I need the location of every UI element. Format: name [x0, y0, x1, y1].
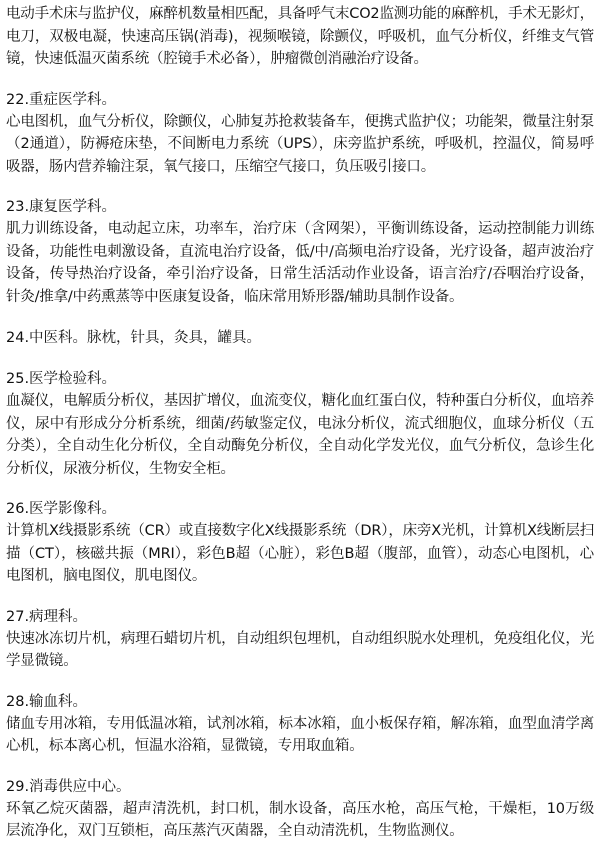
section-body: 血凝仪，电解质分析仪，基因扩增仪，血流变仪，糖化血红蛋白仪，特种蛋白分析仪，血培养仪，尿中有形成分分析系统，细菌/药敏鉴定仪，电泳分析仪，流式细胞仪，血球分析仪（五分类），全自动生化分析仪，全自动酶免分析仪，全自动化学发光仪，血气分析仪，急诊生化分析仪，尿液分析仪，生物安全柜。 [6, 393, 594, 477]
section-23 [6, 196, 594, 308]
section-body: 计算机X线摄影系统（CR）或直接数字化X线摄影系统（DR），床旁X光机，计算机X线断层扫描（CT），核磁共振（MRI），彩色B超（心脏），彩色B超（腹部，血管），动态心电图机，心电图机，脑电图仪，肌电图仪。 [6, 523, 594, 584]
section-heading: 22.重症医学科。 [6, 91, 117, 108]
section-body: 心电图机，血气分析仪，除颤仪，心肺复苏抢救装备车，便携式监护仪；功能架，微量注射泵（2通道），防褥疮床垫，不间断电力系统（UPS），床旁监护系统，呼吸机，控温仪，简易呼吸器，肠内营养输注泵，氧气接口，压缩空气接口，负压吸引接口。 [6, 113, 594, 175]
section-21-continued [6, 3, 594, 71]
section-27 [6, 606, 594, 673]
section-heading: 25.医学检验科。 [6, 371, 117, 387]
section-25 [6, 368, 594, 480]
section-24 [6, 327, 594, 349]
section-body: 电动手术床与监护仪，麻醉机数量相匹配，具备呼气末CO2监测功能的麻醉机，手术无影灯，电刀，双极电凝，快速高压锅(消毒)，视频喉镜，除颤仪，呼吸机，血气分析仪，纤维支气管镜，快速低温灭菌系统（腔镜手术必备），肿瘤微创消融治疗设备。 [6, 6, 594, 67]
section-22 [6, 89, 594, 179]
section-26 [6, 498, 594, 588]
section-heading: 23.康复医学科。 [6, 199, 117, 215]
section-29 [6, 776, 594, 843]
section-heading: 27.病理科。 [6, 608, 88, 625]
section-body: 快速冰冻切片机，病理石蜡切片机，自动组织包埋机，自动组织脱水处理机，免疫组化仪，光学显微镜。 [6, 630, 594, 669]
section-28 [6, 691, 594, 758]
section-heading: 26.医学影像科。 [6, 501, 117, 517]
section-body: 环氧乙烷灭菌器，超声清洗机，封口机，制水设备，高压水枪，高压气枪，干燥柜，10万级层流净化，双门互锁柜，高压蒸汽灭菌器，全自动清洗机，生物监测仪。 [6, 800, 594, 839]
section-body: 肌力训练设备，电动起立床，功率车，治疗床（含网架），平衡训练设备，运动控制能力训练设备，功能性电刺激设备，直流电治疗设备，低/中/高频电治疗设备，光疗设备，超声波治疗设备，传导热治疗设备，牵引治疗设备，日常生活活动作业设备，语言治疗/吞咽治疗设备，针灸/推拿/中药熏蒸等中医康复设备，临床常用矫形器/辅助具制作设备。 [6, 221, 594, 305]
section-heading: 29.消毒供应中心。 [6, 778, 131, 795]
section-body: 储血专用冰箱，专用低温冰箱，试剂冰箱，标本冰箱，血小板保存箱，解冻箱，血型血清学离心机，标本离心机，恒温水浴箱，显微镜，专用取血箱。 [6, 715, 594, 754]
section-heading: 28.输血科。 [6, 693, 88, 710]
section-heading: 24.中医科。脉枕，针具，灸具，罐具。 [6, 330, 262, 346]
